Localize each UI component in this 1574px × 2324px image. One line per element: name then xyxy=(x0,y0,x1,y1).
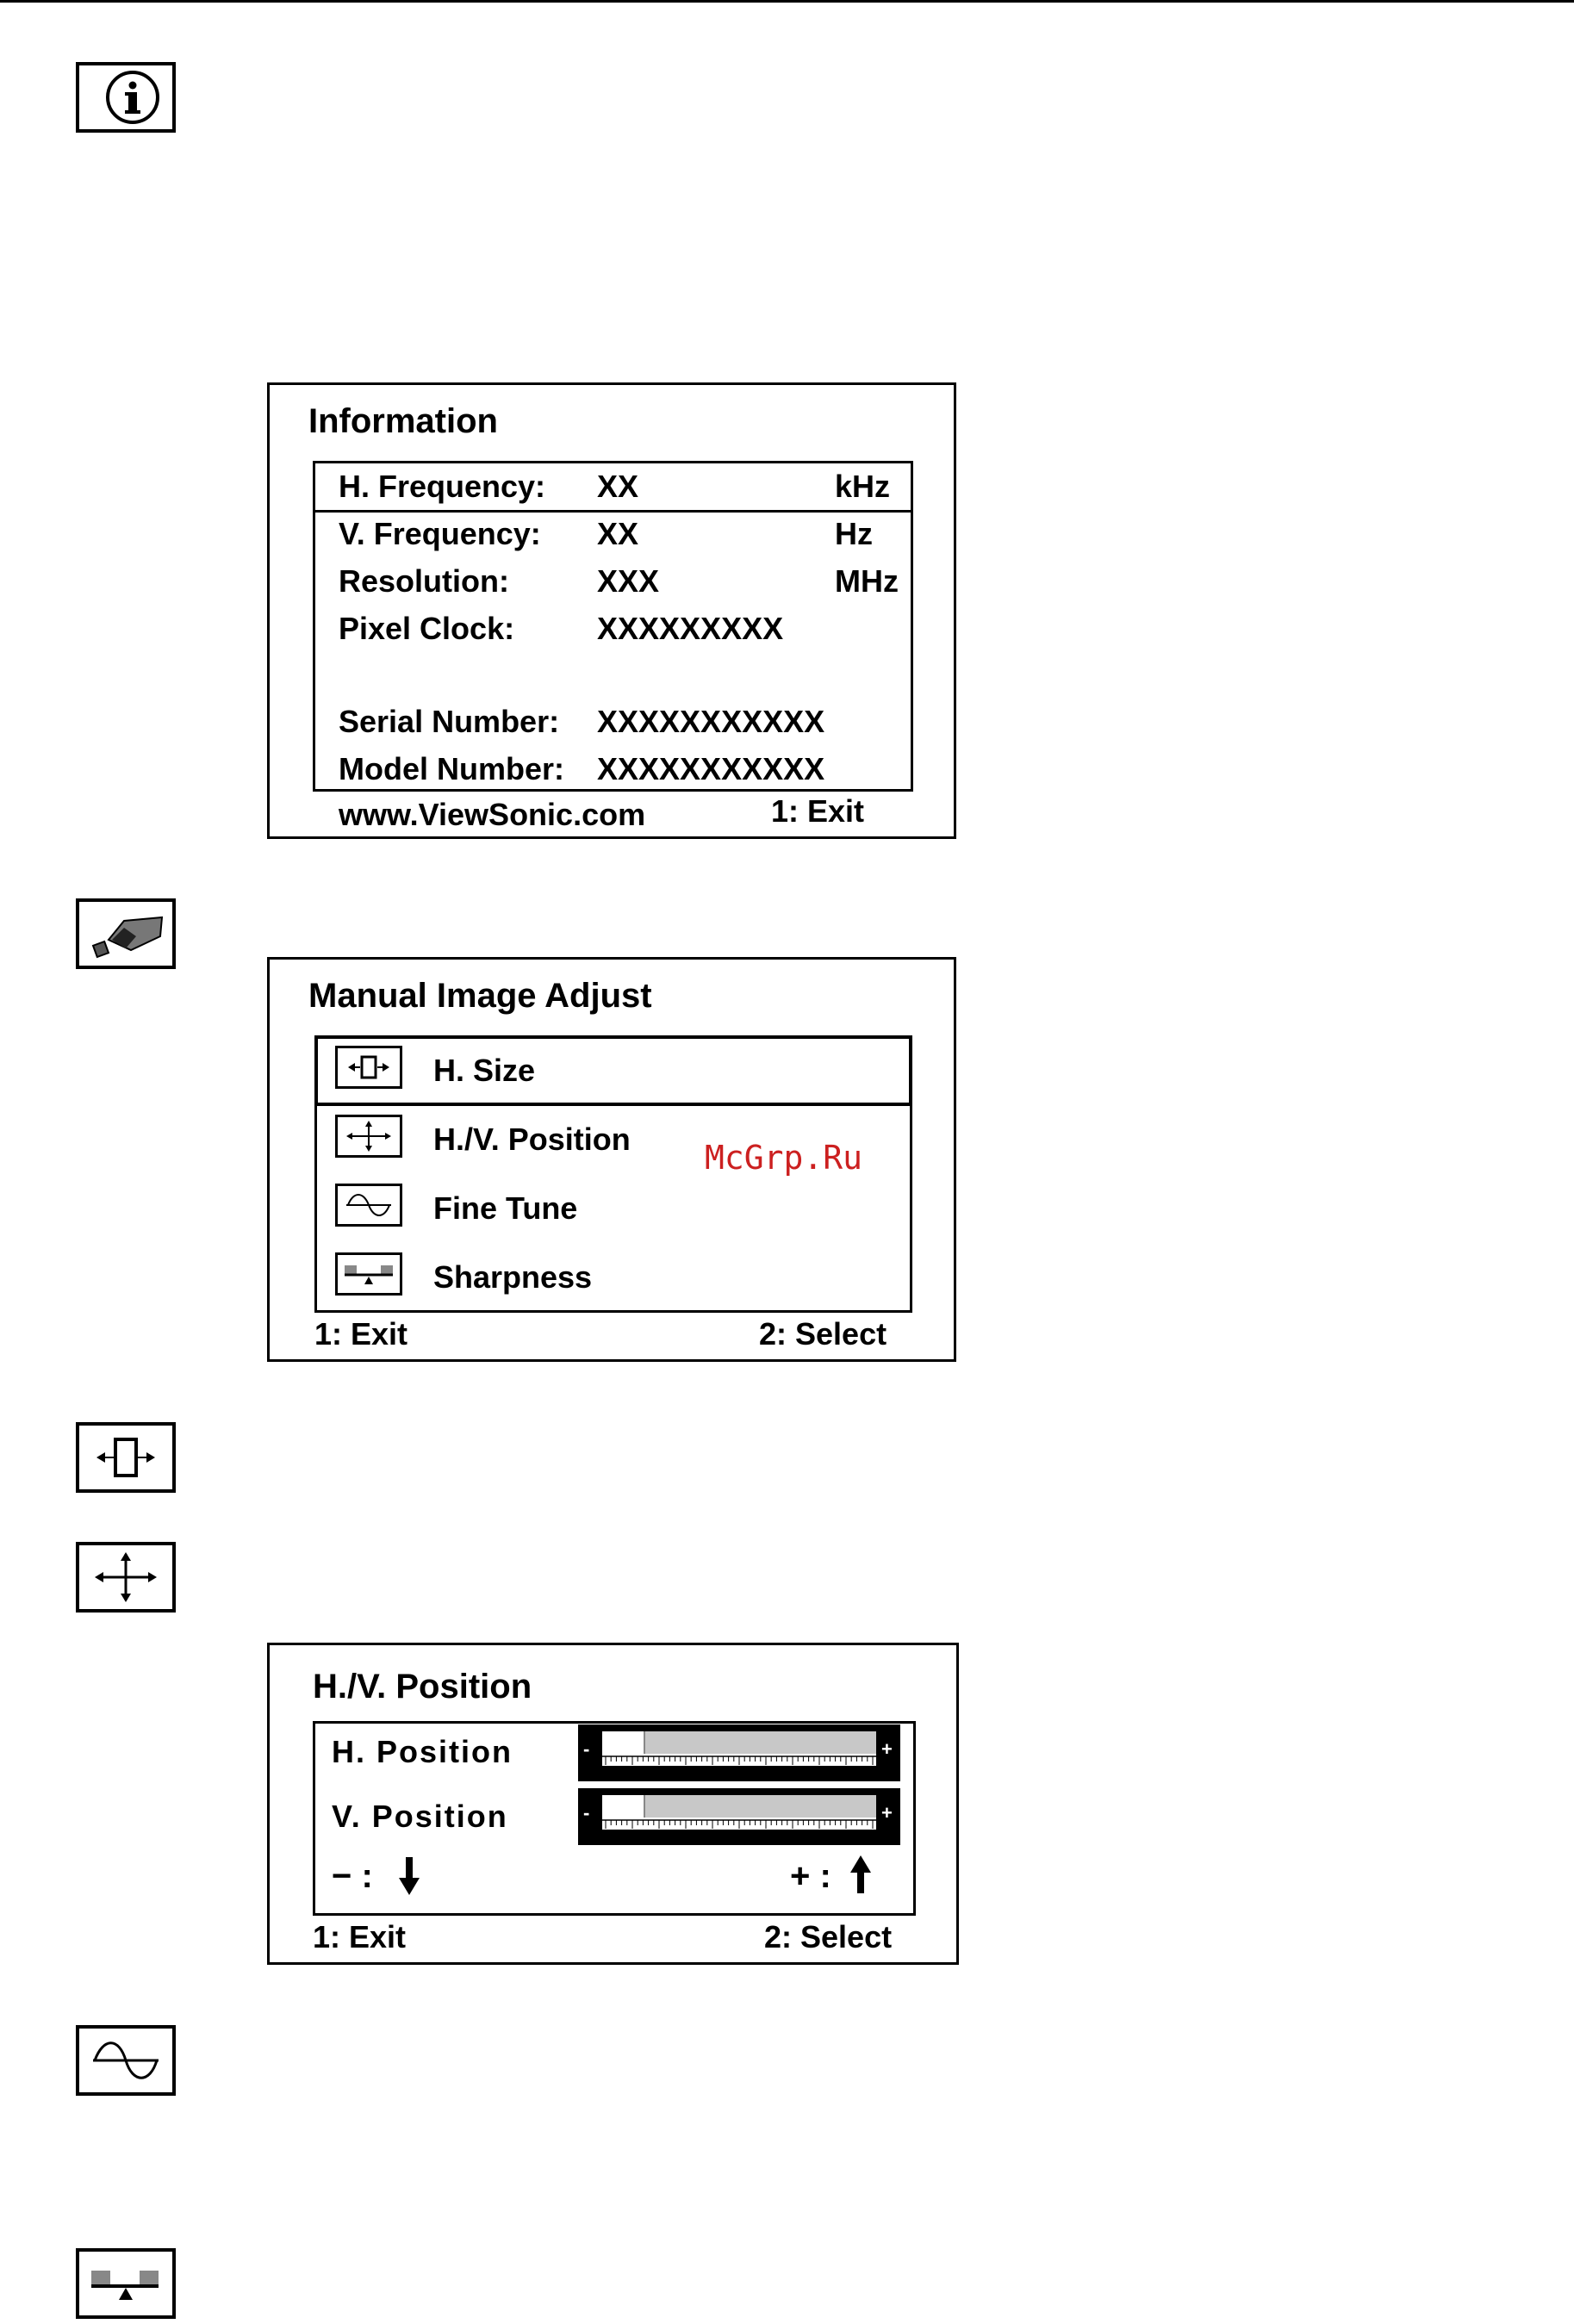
h-position-label: H. Position xyxy=(332,1734,513,1769)
h-position-fill xyxy=(644,1731,876,1754)
resolution-value: XXX xyxy=(597,563,660,599)
h-position-scale xyxy=(602,1755,876,1766)
v-position-plus: + xyxy=(881,1802,893,1824)
v-frequency-value: XX xyxy=(597,516,639,551)
select-button[interactable]: 2: Select xyxy=(759,1316,887,1352)
h-size-icon xyxy=(335,1046,402,1089)
v-position-fill xyxy=(644,1795,876,1818)
select-button[interactable]: 2: Select xyxy=(764,1919,893,1954)
hv-position-icon xyxy=(76,1542,176,1613)
pixel-clock-label: Pixel Clock: xyxy=(339,611,515,646)
info-icon xyxy=(76,62,176,133)
v-position-minus: - xyxy=(583,1802,590,1824)
hv-position-icon xyxy=(335,1115,402,1158)
exit-button[interactable]: 1: Exit xyxy=(314,1316,408,1352)
menu-item-fine-tune[interactable]: Fine Tune xyxy=(433,1190,578,1226)
exit-button[interactable]: 1: Exit xyxy=(771,793,865,829)
sharpness-icon xyxy=(335,1252,402,1296)
decrease-hint: − : xyxy=(332,1857,373,1895)
resolution-label: Resolution: xyxy=(339,563,509,599)
top-rule xyxy=(0,0,1574,3)
v-position-handle[interactable] xyxy=(635,1795,645,1818)
serial-number-value: XXXXXXXXXXX xyxy=(597,704,825,739)
h-position-slider[interactable] xyxy=(578,1724,900,1781)
h-frequency-value: XX xyxy=(597,469,639,504)
manual-image-adjust-icon xyxy=(76,898,176,969)
h-position-minus: - xyxy=(583,1738,590,1760)
model-number-label: Model Number: xyxy=(339,751,565,786)
menu-highlight xyxy=(314,1035,912,1106)
website-link[interactable]: www.ViewSonic.com xyxy=(339,797,646,832)
menu-item-h-size[interactable]: H. Size xyxy=(433,1053,536,1088)
information-osd xyxy=(267,382,956,839)
h-size-icon xyxy=(76,1422,176,1493)
pixel-clock-value: XXXXXXXXX xyxy=(597,611,784,646)
h-frequency-unit: kHz xyxy=(835,469,891,504)
menu-item-sharpness[interactable]: Sharpness xyxy=(433,1259,593,1295)
model-number-value: XXXXXXXXXXX xyxy=(597,751,825,786)
highlight-separator xyxy=(315,510,913,513)
hv-position-title: H./V. Position xyxy=(313,1668,532,1706)
watermark: McGrp.Ru xyxy=(705,1139,863,1177)
sharpness-icon xyxy=(76,2248,176,2319)
v-position-slider[interactable] xyxy=(578,1788,900,1845)
v-position-track xyxy=(602,1795,876,1830)
resolution-unit: MHz xyxy=(835,563,899,599)
manual-image-adjust-title: Manual Image Adjust xyxy=(308,977,652,1015)
h-position-plus: + xyxy=(881,1738,893,1760)
v-frequency-unit: Hz xyxy=(835,516,873,551)
hv-position-osd xyxy=(267,1643,959,1965)
v-position-label: V. Position xyxy=(332,1799,508,1834)
v-frequency-label: V. Frequency: xyxy=(339,516,541,551)
h-frequency-label: H. Frequency: xyxy=(339,469,546,504)
h-position-handle[interactable] xyxy=(635,1731,645,1754)
arrow-down-icon xyxy=(397,1855,421,1897)
arrow-up-icon xyxy=(849,1854,873,1895)
information-title: Information xyxy=(308,402,498,440)
v-position-scale xyxy=(602,1819,876,1830)
exit-button[interactable]: 1: Exit xyxy=(313,1919,407,1954)
increase-hint: + : xyxy=(790,1857,831,1895)
fine-tune-icon xyxy=(76,2025,176,2096)
menu-item-hv-position[interactable]: H./V. Position xyxy=(433,1122,631,1157)
serial-number-label: Serial Number: xyxy=(339,704,560,739)
fine-tune-icon xyxy=(335,1184,402,1227)
h-position-track xyxy=(602,1731,876,1766)
